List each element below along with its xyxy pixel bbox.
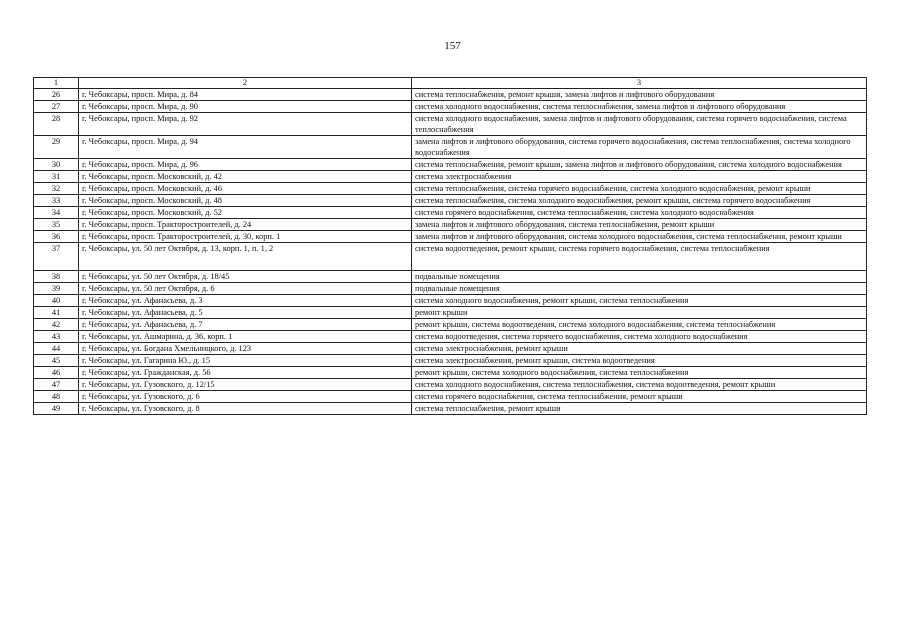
works-cell: система теплоснабжения, ремонт крыши, замена лифтов и лифтового оборудования: [412, 89, 867, 101]
row-number-cell: 45: [34, 355, 79, 367]
table-body: [34, 78, 867, 415]
address-cell: г. Чебоксары, ул. Афанасьева, д. 5: [79, 307, 412, 319]
table-row: [34, 295, 867, 307]
works-cell: ремонт крыши, система холодного водоснабжения, система теплоснабжения: [412, 367, 867, 379]
table-row: [34, 391, 867, 403]
page-number: 157: [444, 40, 461, 52]
table-row: [34, 101, 867, 113]
address-cell: г. Чебоксары, ул. 50 лет Октября, д. 6: [79, 283, 412, 295]
table-row: [34, 331, 867, 343]
works-cell: замена лифтов и лифтового оборудования, система холодного водоснабжения, система теплоснабжения, ремонт крыши: [412, 231, 867, 243]
table-row: [34, 231, 867, 243]
works-cell: подвальные помещения: [412, 283, 867, 295]
table-row: [34, 171, 867, 183]
row-number-cell: 42: [34, 319, 79, 331]
row-number-cell: 41: [34, 307, 79, 319]
table-row: [34, 195, 867, 207]
table-row: [34, 243, 867, 271]
works-cell: подвальные помещения: [412, 271, 867, 283]
table-row: [34, 403, 867, 415]
address-cell: г. Чебоксары, просп. Московский, д. 48: [79, 195, 412, 207]
works-cell: система горячего водоснабжения, система теплоснабжения, ремонт крыши: [412, 391, 867, 403]
row-number-cell: 47: [34, 379, 79, 391]
row-number-cell: 26: [34, 89, 79, 101]
row-number-cell: 37: [34, 243, 79, 271]
address-cell: г. Чебоксары, просп. Московский, д. 52: [79, 207, 412, 219]
table-row: [34, 136, 867, 159]
address-cell: г. Чебоксары, ул. Ашмарина, д. 36, корп. 1: [79, 331, 412, 343]
row-number-cell: 35: [34, 219, 79, 231]
works-table: [33, 77, 867, 415]
address-cell: г. Чебоксары, просп. Мира, д. 84: [79, 89, 412, 101]
table-row: [34, 355, 867, 367]
row-number-cell: 28: [34, 113, 79, 136]
address-cell: г. Чебоксары, просп. Московский, д. 46: [79, 183, 412, 195]
works-cell: система теплоснабжения, система холодного водоснабжения, ремонт крыши, система горячего водоснабжения: [412, 195, 867, 207]
address-cell: г. Чебоксары, ул. Афанасьева, д. 3: [79, 295, 412, 307]
row-number-cell: 38: [34, 271, 79, 283]
address-cell: г. Чебоксары, просп. Мира, д. 90: [79, 101, 412, 113]
row-number-cell: 34: [34, 207, 79, 219]
column-header-works: 3: [412, 78, 867, 89]
address-cell: г. Чебоксары, просп. Мира, д. 96: [79, 159, 412, 171]
row-number-cell: 40: [34, 295, 79, 307]
row-number-cell: 48: [34, 391, 79, 403]
works-cell: замена лифтов и лифтового оборудования, система горячего водоснабжения, система теплоснабжения, система холодного водоснабжения: [412, 136, 867, 159]
works-cell: система электроснабжения, ремонт крыши, система водоотведения: [412, 355, 867, 367]
address-cell: г. Чебоксары, ул. Гузовского, д. 8: [79, 403, 412, 415]
works-cell: система горячего водоснабжения, система теплоснабжения, система холодного водоснабжения: [412, 207, 867, 219]
address-cell: г. Чебоксары, ул. 50 лет Октября, д. 18/45: [79, 271, 412, 283]
row-number-cell: 39: [34, 283, 79, 295]
address-cell: г. Чебоксары, просп. Тракторостроителей, д. 24: [79, 219, 412, 231]
address-cell: г. Чебоксары, просп. Московский, д. 42: [79, 171, 412, 183]
address-cell: г. Чебоксары, ул. Богдана Хмельницкого, д. 123: [79, 343, 412, 355]
row-number-cell: 49: [34, 403, 79, 415]
works-cell: система электроснабжения, ремонт крыши: [412, 343, 867, 355]
row-number-cell: 31: [34, 171, 79, 183]
address-cell: г. Чебоксары, ул. Гузовского, д. 12/15: [79, 379, 412, 391]
works-cell: ремонт крыши, система водоотведения, система холодного водоснабжения, система теплоснабжения: [412, 319, 867, 331]
table-row: [34, 113, 867, 136]
address-cell: г. Чебоксары, ул. Гагарина Ю., д. 15: [79, 355, 412, 367]
table-row: [34, 89, 867, 101]
address-cell: г. Чебоксары, ул. 50 лет Октября, д. 13, корп. 1, п. 1, 2: [79, 243, 412, 271]
table-row: [34, 283, 867, 295]
address-cell: г. Чебоксары, просп. Мира, д. 94: [79, 136, 412, 159]
address-cell: г. Чебоксары, ул. Афанасьева, д. 7: [79, 319, 412, 331]
table-row: [34, 207, 867, 219]
row-number-cell: 32: [34, 183, 79, 195]
works-cell: система холодного водоснабжения, ремонт крыши, система теплоснабжения: [412, 295, 867, 307]
row-number-cell: 33: [34, 195, 79, 207]
row-number-cell: 46: [34, 367, 79, 379]
column-header-address: 2: [79, 78, 412, 89]
row-number-cell: 43: [34, 331, 79, 343]
table-row: [34, 307, 867, 319]
table-row: [34, 319, 867, 331]
works-cell: система холодного водоснабжения, система теплоснабжения, замена лифтов и лифтового оборудования: [412, 101, 867, 113]
table-row: [34, 219, 867, 231]
works-cell: система теплоснабжения, система горячего водоснабжения, система холодного водоснабжения, ремонт крыши: [412, 183, 867, 195]
works-cell: система водоотведения, ремонт крыши, система горячего водоснабжения, система теплоснабжения: [412, 243, 867, 271]
table-row: [34, 367, 867, 379]
works-cell: ремонт крыши: [412, 307, 867, 319]
row-number-cell: 36: [34, 231, 79, 243]
works-cell: система теплоснабжения, ремонт крыши, замена лифтов и лифтового оборудования, система холодного водоснабжения: [412, 159, 867, 171]
table-row: [34, 159, 867, 171]
address-cell: г. Чебоксары, просп. Мира, д. 92: [79, 113, 412, 136]
works-cell: замена лифтов и лифтового оборудования, система теплоснабжения, ремонт крыши: [412, 219, 867, 231]
table-row: [34, 343, 867, 355]
table-row: [34, 379, 867, 391]
column-header-number: 1: [34, 78, 79, 89]
table-row: [34, 183, 867, 195]
address-cell: г. Чебоксары, ул. Гражданская, д. 56: [79, 367, 412, 379]
address-cell: г. Чебоксары, просп. Тракторостроителей, д. 30, корп. 1: [79, 231, 412, 243]
row-number-cell: 27: [34, 101, 79, 113]
works-cell: система холодного водоснабжения, система теплоснабжения, система водоотведения, ремонт крыши: [412, 379, 867, 391]
address-cell: г. Чебоксары, ул. Гузовского, д. 6: [79, 391, 412, 403]
table-header-row: [34, 78, 867, 89]
works-cell: система холодного водоснабжения, замена лифтов и лифтового оборудования, система горячего водоснабжения, система теплоснабжения: [412, 113, 867, 136]
works-cell: система водоотведения, система горячего водоснабжения, система холодного водоснабжения: [412, 331, 867, 343]
table-row: [34, 271, 867, 283]
row-number-cell: 44: [34, 343, 79, 355]
row-number-cell: 30: [34, 159, 79, 171]
row-number-cell: 29: [34, 136, 79, 159]
works-cell: система электроснабжения: [412, 171, 867, 183]
works-cell: система теплоснабжения, ремонт крыши: [412, 403, 867, 415]
